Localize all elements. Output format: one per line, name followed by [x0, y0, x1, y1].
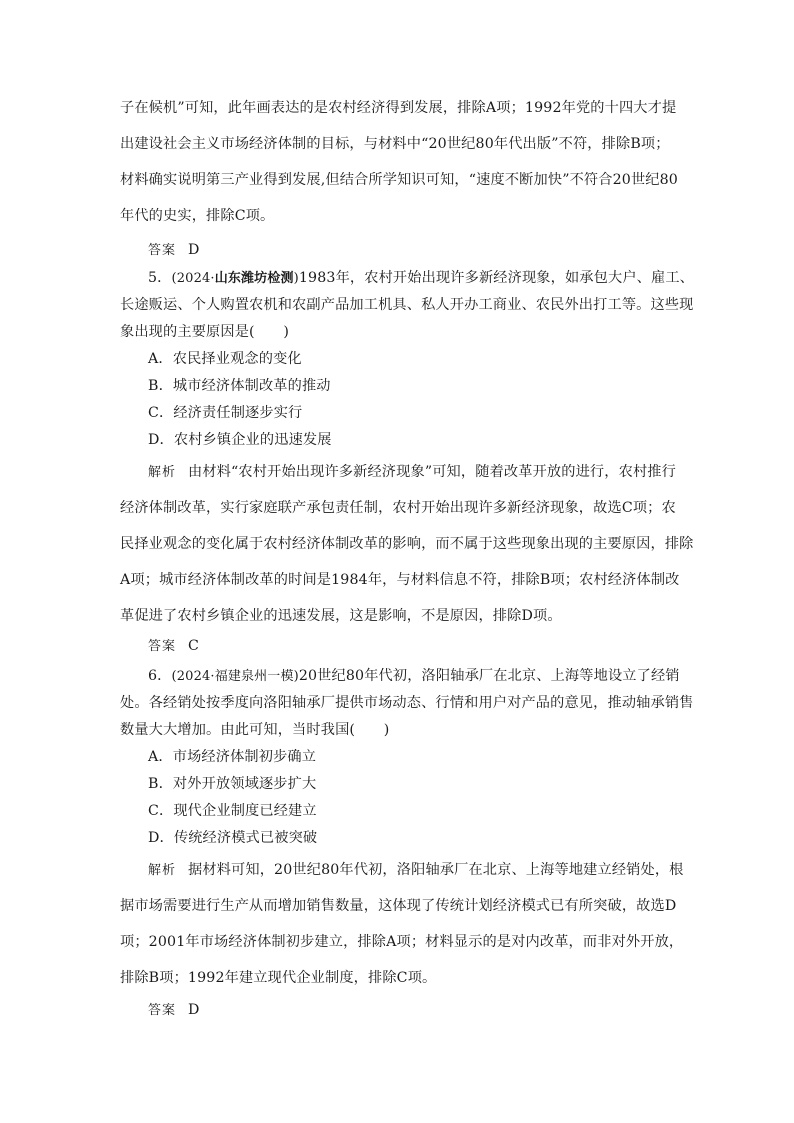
answer-label: 答案	[148, 243, 177, 258]
q6-analysis-line-4: 排除B项；1992年建立现代企业制度，排除C项。	[120, 970, 437, 986]
answer-value: D	[188, 242, 200, 258]
answer-value: D	[188, 1002, 200, 1018]
q5-number: 5．	[148, 270, 172, 286]
q5-analysis-line-4: A项；城市经济体制改革的时间是1984年，与材料信息不符，排除B项；农村经济体制改	[120, 572, 680, 588]
q5-stem-line-2: 长途贩运、个人购置农机和农副产品加工机具、私人开办工商业、农民外出打工等。这些现	[120, 297, 694, 313]
q6-answer	[148, 1000, 200, 1021]
q5-source-close: )	[293, 271, 299, 286]
q5-option-a: A．农民择业观念的变化	[148, 351, 302, 367]
q5-analysis-line-5: 革促进了农村乡镇企业的迅速发展，这是影响，不是原因，排除D项。	[120, 608, 562, 624]
q5-analysis-line-1	[148, 462, 676, 483]
q5-stem-text: 1983年，农村开始出现许多新经济现象，如承包大户、雇工、	[298, 270, 695, 286]
analysis-label: 解析	[148, 863, 177, 878]
prev-analysis-line-4: 年代的史实，排除C项。	[120, 208, 275, 224]
q5-answer	[148, 636, 199, 657]
q6-analysis-line-1	[148, 860, 684, 881]
q5-analysis-line-3: 民择业观念的变化属于农村经济体制改革的影响，而不属于这些现象出现的主要原因，排除	[120, 536, 694, 552]
q5-analysis-line-2: 经济体制改革，实行家庭联产承包责任制，农村开始出现许多新经济现象，故选C项；农	[120, 500, 676, 516]
prev-answer	[148, 240, 200, 261]
q6-source: (2024·福建泉州一模)	[171, 669, 299, 684]
answer-label: 答案	[148, 639, 177, 654]
q6-analysis-line-3: 项；2001年市场经济体制初步建立，排除A项；材料显示的是对内改革，而非对外开放，	[120, 934, 684, 950]
answer-label: 答案	[148, 1003, 177, 1018]
q5-stem-line-1	[148, 268, 694, 289]
q5-analysis-text: 由材料“农村开始出现许多新经济现象”可知，随着改革开放的进行，农村推行	[188, 464, 676, 480]
prev-analysis-line-3: 材料确实说明第三产业得到发展,但结合所学知识可知，“速度不断加快”不符合20世纪80	[120, 172, 678, 188]
q6-stem-line-1	[148, 666, 680, 687]
answer-value: C	[188, 638, 200, 654]
q5-source-open: (2024·	[171, 271, 215, 286]
q6-option-d: D．传统经济模式已被突破	[148, 830, 318, 846]
q5-option-b: B．城市经济体制改革的推动	[148, 378, 331, 394]
q5-option-d: D．农村乡镇企业的迅速发展	[148, 432, 332, 448]
q6-stem-text: 20世纪80年代初，洛阳轴承厂在北京、上海等地设立了经销	[298, 668, 680, 684]
q6-number: 6．	[148, 668, 172, 684]
q6-stem-line-3: 数量大大增加。由此可知，当时我国( )	[120, 722, 390, 738]
q6-option-c: C．现代企业制度已经建立	[148, 803, 317, 819]
q5-stem-line-3: 象出现的主要原因是( )	[120, 324, 290, 340]
q6-option-a: A．市场经济体制初步确立	[148, 749, 317, 765]
prev-analysis-line-2: 出建设社会主义市场经济体制的目标，与材料中“20世纪80年代出版”不符，排除B项；	[120, 136, 670, 152]
analysis-label: 解析	[148, 465, 177, 480]
q6-option-b: B．对外开放领域逐步扩大	[148, 776, 317, 792]
q5-source-name: 山东潍坊检测	[214, 271, 294, 286]
q6-analysis-text: 据材料可知，20世纪80年代初，洛阳轴承厂在北京、上海等地建立经销处，根	[188, 862, 684, 878]
prev-analysis-line-1: 子在候机”可知，此年画表达的是农村经济得到发展，排除A项；1992年党的十四大才提	[120, 100, 677, 116]
q6-analysis-line-2: 据市场需要进行生产从而增加销售数量，这体现了传统计划经济模式已有所突破，故选D	[120, 898, 677, 914]
q6-stem-line-2: 处。各经销处按季度向洛阳轴承厂提供市场动态、行情和用户对产品的意见，推动轴承销售	[120, 695, 694, 711]
q5-option-c: C．经济责任制逐步实行	[148, 405, 303, 421]
